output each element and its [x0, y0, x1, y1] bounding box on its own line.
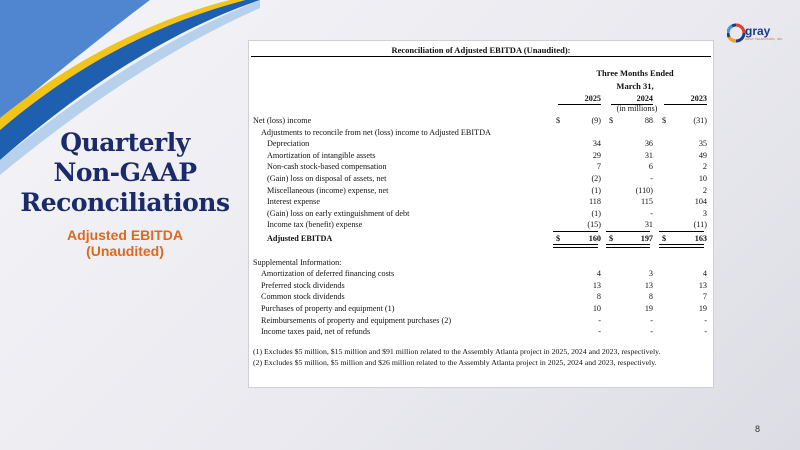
- row-value: 13: [592, 280, 601, 290]
- row-value: (1): [591, 185, 601, 195]
- row-value: 49: [698, 150, 707, 160]
- subtotal-line: [553, 231, 598, 232]
- row-value: -: [650, 174, 653, 183]
- supplemental-row: [253, 326, 711, 337]
- row-value: 104: [694, 197, 707, 207]
- row-value: 8: [648, 292, 653, 302]
- logo-text: gray: [745, 24, 771, 38]
- row-value: (31): [693, 116, 707, 125]
- supplemental-label: Supplemental Information:: [253, 257, 342, 267]
- row-value: 160: [588, 234, 601, 243]
- row-value: 4: [596, 269, 601, 279]
- page-number: 8: [755, 424, 761, 434]
- table-title: Reconciliation of Adjusted EBITDA (Unaudited):: [251, 45, 711, 57]
- row-value: 13: [698, 280, 707, 290]
- row-value: -: [598, 327, 601, 337]
- row-label: Interest expense: [267, 197, 320, 207]
- year-label: 2023: [690, 94, 707, 103]
- subtotal-line: [659, 231, 704, 232]
- row-value: 7: [596, 162, 601, 172]
- row-value: -: [704, 315, 707, 325]
- row-value: -: [650, 208, 653, 218]
- row-value: -: [650, 327, 653, 337]
- row-label: Depreciation: [267, 139, 310, 149]
- row-value: 197: [640, 234, 653, 243]
- row-label: Miscellaneous (income) expense, net: [267, 185, 389, 195]
- row-value: 8: [596, 292, 601, 302]
- row-value: (11): [693, 220, 707, 230]
- supplemental-row: [253, 280, 711, 291]
- table-row: [253, 127, 711, 138]
- row-value: 6: [648, 162, 653, 172]
- row-label: Non-cash stock-based compensation: [267, 162, 387, 172]
- dollar-sign: $: [662, 234, 667, 243]
- row-label: Income taxes paid, net of refunds: [261, 327, 371, 337]
- row-value: (15): [587, 220, 601, 230]
- total-row: [253, 233, 711, 244]
- row-value: 163: [694, 234, 707, 243]
- row-value: 3: [702, 208, 707, 218]
- year-underline: [664, 104, 707, 105]
- subtitle-line: (Unaudited): [86, 243, 164, 259]
- row-value: 2: [702, 162, 707, 172]
- subtotal-line: [606, 231, 650, 232]
- supplemental-row: [253, 291, 711, 302]
- row-value: 2: [702, 185, 707, 195]
- table-row: [253, 150, 711, 161]
- slide-subtitle: [20, 227, 230, 259]
- row-value: -: [650, 315, 653, 325]
- period-label: Three Months Ended: [596, 68, 674, 78]
- total-double-line: [553, 244, 598, 248]
- row-value: 31: [644, 220, 653, 230]
- row-value: 19: [644, 304, 653, 313]
- row-value: (110): [635, 185, 653, 195]
- row-label: Reimbursements of property and equipment purchases (2): [261, 315, 452, 325]
- row-value: (9): [591, 116, 601, 125]
- row-label: Income tax (benefit) expense: [267, 220, 363, 230]
- table-row: [253, 219, 711, 230]
- row-label: Amortization of intangible assets: [267, 150, 376, 160]
- row-value: (1): [591, 208, 601, 218]
- row-label: Adjusted EBITDA: [267, 234, 333, 243]
- row-label: Amortization of deferred financing costs: [261, 269, 395, 279]
- title-line: Non-GAAP: [53, 158, 197, 187]
- row-value: 10: [592, 304, 601, 313]
- row-value: 3: [648, 269, 653, 279]
- total-double-line: [659, 244, 704, 248]
- row-value: 115: [641, 197, 653, 207]
- row-value: -: [704, 327, 707, 337]
- year-underline: [558, 104, 601, 105]
- footnote: (1) Excludes $5 million, $15 million and $91 million related to the Assembly Atlanta project in 2025, 2024 and 2023, respectively.: [253, 346, 661, 356]
- row-value: 35: [698, 139, 707, 149]
- row-label: Adjustments to reconcile from net (loss) income to Adjusted EBITDA: [261, 127, 491, 137]
- supplemental-row: [253, 268, 711, 279]
- row-value: 118: [589, 197, 601, 207]
- dollar-sign: $: [609, 234, 614, 243]
- table-row: [253, 138, 711, 149]
- logo-tagline: GRAY TELEVISION, INC.: [745, 37, 784, 41]
- dollar-sign: $: [556, 116, 561, 125]
- units-label: (in millions): [616, 104, 658, 113]
- table-row: [253, 115, 711, 126]
- title-line: Reconciliations: [20, 188, 230, 217]
- row-value: 13: [644, 280, 653, 290]
- row-value: 34: [592, 139, 601, 149]
- row-value: 31: [644, 150, 653, 160]
- slide-title: [20, 128, 230, 218]
- dollar-sign: $: [662, 116, 667, 125]
- period-date: March 31,: [616, 81, 654, 91]
- footnote: (2) Excludes $5 million, $5 million and $26 million related to the Assembly Atlanta project in 2025, 2024 and 2023, respectively.: [253, 357, 657, 367]
- row-value: 10: [698, 174, 707, 183]
- supplemental-row: [253, 303, 711, 314]
- dollar-sign: $: [609, 116, 614, 125]
- supplemental-title: [253, 257, 711, 268]
- row-label: (Gain) loss on early extinguishment of debt: [267, 208, 410, 218]
- row-label: Purchases of property and equipment (1): [261, 304, 395, 313]
- row-label: Net (loss) income: [253, 116, 312, 125]
- table-row: [253, 173, 711, 184]
- row-label: (Gain) loss on disposal of assets, net: [267, 174, 387, 183]
- reconciliation-table: [248, 40, 714, 388]
- row-value: 29: [592, 150, 601, 160]
- table-row: [253, 208, 711, 219]
- row-label: Common stock dividends: [261, 292, 345, 302]
- total-double-line: [606, 244, 650, 248]
- table-row: [253, 185, 711, 196]
- dollar-sign: $: [556, 234, 561, 243]
- row-value: 7: [702, 292, 707, 302]
- row-label: Preferred stock dividends: [261, 280, 345, 290]
- row-value: -: [598, 315, 601, 325]
- row-value: (2): [591, 174, 601, 183]
- year-label: 2025: [584, 94, 601, 103]
- table-row: [253, 196, 711, 207]
- title-line: Quarterly: [60, 128, 190, 157]
- year-label: 2024: [636, 94, 653, 103]
- row-value: 19: [698, 304, 707, 313]
- table-row: [253, 161, 711, 172]
- subtitle-line: Adjusted EBITDA: [67, 227, 183, 243]
- row-value: 36: [644, 139, 653, 149]
- row-value: 88: [644, 116, 653, 125]
- supplemental-row: [253, 315, 711, 326]
- row-value: 4: [702, 269, 707, 279]
